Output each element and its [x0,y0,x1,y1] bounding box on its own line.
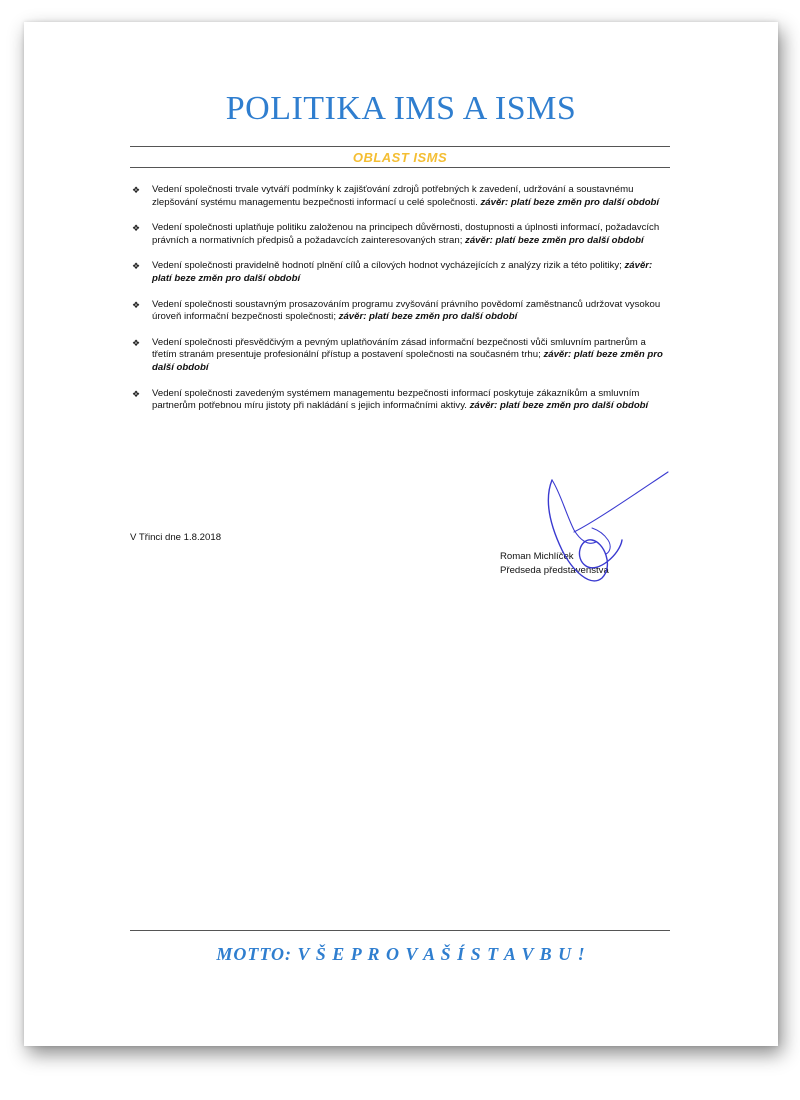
date-line: V Třinci dne 1.8.2018 [130,532,222,543]
diamond-bullet-icon: ❖ [132,261,141,272]
item-text: Vedení společnosti pravidelně hodnotí plnění cílů a cílových hodnot vycházejících z analýzy rizik a této politiky; [152,260,625,272]
list-item [132,184,672,209]
signer-role: Předseda představenstva [500,565,609,576]
list-item [132,299,672,324]
item-text: Vedení společnosti uplatňuje politiku založenou na principech důvěrnosti, dostupnosti a úplnosti informací, požadavcích právních a normativních předpisů a požadavcích zainteresovaných stran; [152,222,660,246]
list-item [132,337,672,375]
item-conclusion: závěr: platí beze změn pro další období [469,400,649,412]
diamond-bullet-icon: ❖ [132,223,141,234]
heading-divider [130,167,670,168]
item-text: Vedení společnosti trvale vytváří podmínky k zajišťování zdrojů potřebných k zavedení, udržování a soustavnému zlepšování systému managementu bezpečnosti informací u celé společnosti. [152,184,634,208]
item-conclusion: závěr: platí beze změn pro další období [465,234,644,246]
list-item [132,388,672,413]
signer-name: Roman Michlíček [500,551,574,562]
diamond-bullet-icon: ❖ [132,185,141,195]
top-divider [130,146,670,147]
item-conclusion: závěr: platí beze změn pro další období [480,196,660,208]
item-conclusion: závěr: platí beze změn pro další období [152,349,663,373]
list-item [132,222,672,247]
diamond-bullet-icon: ❖ [132,299,141,310]
document-page [24,22,778,1046]
item-text: Vedení společnosti přesvědčivým a pevným uplatňováním zásad informační bezpečnosti vůči smluvním partnerům a třetím stranám presentuje profesionální přístup a postavení společnosti na současném trhu; [152,336,646,361]
diamond-bullet-icon: ❖ [132,337,141,348]
bottom-divider [130,930,670,931]
policy-list [132,184,672,413]
motto: MOTTO: V Š E P R O V A Š Í S T A V B U ! [216,944,586,964]
item-conclusion: závěr: platí beze změn pro další období [152,260,653,284]
item-conclusion: závěr: platí beze změn pro další období [338,311,518,323]
section-heading: OBLAST ISMS [352,150,448,165]
handwritten-signature [534,470,674,600]
list-item [132,260,672,285]
item-text: Vedení společnosti zavedeným systémem managementu bezpečnosti informací poskytuje zákazníkům a smluvním partnerům potřebnou míru jistoty při nakládání s jejich informačními aktivy. [152,387,640,412]
diamond-bullet-icon: ❖ [132,388,141,399]
item-text: Vedení společnosti soustavným prosazováním programu zvyšování právního povědomí zaměstnanců udržovat vysokou úroveň informační bezpečnosti společnosti; [152,298,661,323]
page-title: POLITIKA IMS A ISMS [225,90,577,127]
